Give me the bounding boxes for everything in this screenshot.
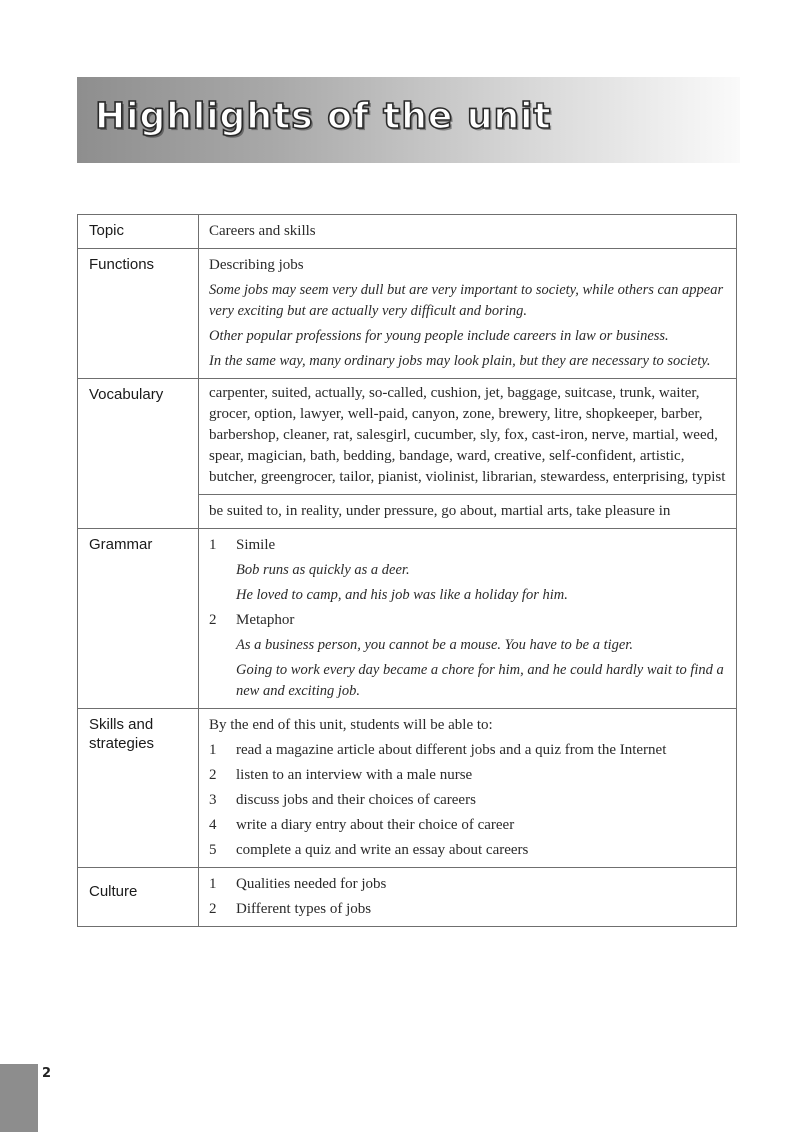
list-item [209, 535, 730, 556]
grammar-cell [199, 529, 737, 709]
culture-text: Qualities needed for jobs [236, 876, 387, 892]
vocabulary-phrases: be suited to, in reality, under pressure, go about, martial arts, take pleasure in [199, 495, 737, 529]
skill-text: read a magazine article about different jobs and a quiz from the Internet [236, 742, 667, 758]
item-number: 4 [209, 817, 217, 833]
list-item [209, 740, 730, 761]
page-edge-tab [0, 1064, 38, 1132]
list-item [209, 874, 730, 895]
item-number: 1 [209, 537, 217, 553]
row-label-vocabulary: Vocabulary [78, 379, 199, 529]
item-number: 2 [209, 612, 217, 628]
skill-text: discuss jobs and their choices of careers [236, 792, 476, 808]
page-title: Highlights of the unit [95, 96, 552, 137]
culture-text: Different types of jobs [236, 901, 372, 917]
table-row-topic [78, 215, 737, 249]
title-banner [77, 77, 740, 163]
skill-text: write a diary entry about their choice of career [236, 817, 515, 833]
skills-cell [199, 709, 737, 868]
table-row-skills [78, 709, 737, 868]
topic-text: Careers and skills [199, 215, 737, 249]
highlights-table [77, 214, 737, 927]
functions-heading: Describing jobs [209, 257, 304, 273]
skills-intro: By the end of this unit, students will be able to: [209, 717, 493, 733]
functions-example: Other popular professions for young people include careers in law or business. [209, 328, 669, 344]
grammar-example: As a business person, you cannot be a mouse. You have to be a tiger. [236, 637, 633, 653]
grammar-topic: Metaphor [236, 612, 295, 628]
row-label-culture: Culture [78, 868, 199, 927]
grammar-example: He loved to camp, and his job was like a holiday for him. [236, 587, 568, 603]
culture-cell [199, 868, 737, 927]
item-number: 2 [209, 901, 217, 917]
grammar-example: Bob runs as quickly as a deer. [236, 562, 410, 578]
functions-example: Some jobs may seem very dull but are very important to society, while others can appear very exciting but are actually very difficult and boring. [209, 282, 724, 319]
row-label-grammar: Grammar [78, 529, 199, 709]
item-number: 1 [209, 742, 217, 758]
item-number: 1 [209, 876, 217, 892]
row-label-topic: Topic [78, 215, 199, 249]
item-number: 5 [209, 842, 217, 858]
grammar-example: Going to work every day became a chore for him, and he could hardly wait to find a new and exciting job. [236, 662, 724, 699]
functions-cell [199, 249, 737, 379]
row-label-skills: Skills and strategies [78, 709, 199, 868]
list-item [209, 840, 730, 861]
functions-example: In the same way, many ordinary jobs may look plain, but they are necessary to society. [209, 353, 711, 369]
table-row-culture [78, 868, 737, 927]
list-item [209, 899, 730, 920]
vocabulary-words: carpenter, suited, actually, so-called, cushion, jet, baggage, suitcase, trunk, waiter, grocer, option, lawyer, well-paid, canyon, zone, brewery, litre, shopkeeper, barber, barbershop, cleaner, rat, salesgirl, cucumber, sly, fox, cast-iron, nerve, martial, weed, spear, magician, bath, bedding, bandage, ward, creative, self-confident, artistic, butcher, greengrocer, tailor, pianist, violinist, librarian, stewardess, enterprising, typist [199, 379, 737, 495]
skill-text: complete a quiz and write an essay about careers [236, 842, 529, 858]
item-number: 2 [209, 767, 217, 783]
list-item [209, 765, 730, 786]
table-row-grammar [78, 529, 737, 709]
page-number: 2 [42, 1066, 52, 1081]
list-item [209, 815, 730, 836]
list-item [209, 790, 730, 811]
table-row-functions [78, 249, 737, 379]
grammar-topic: Simile [236, 537, 276, 553]
skill-text: listen to an interview with a male nurse [236, 767, 473, 783]
table-row-vocabulary [78, 379, 737, 495]
list-item [209, 610, 730, 631]
item-number: 3 [209, 792, 217, 808]
row-label-functions: Functions [78, 249, 199, 379]
